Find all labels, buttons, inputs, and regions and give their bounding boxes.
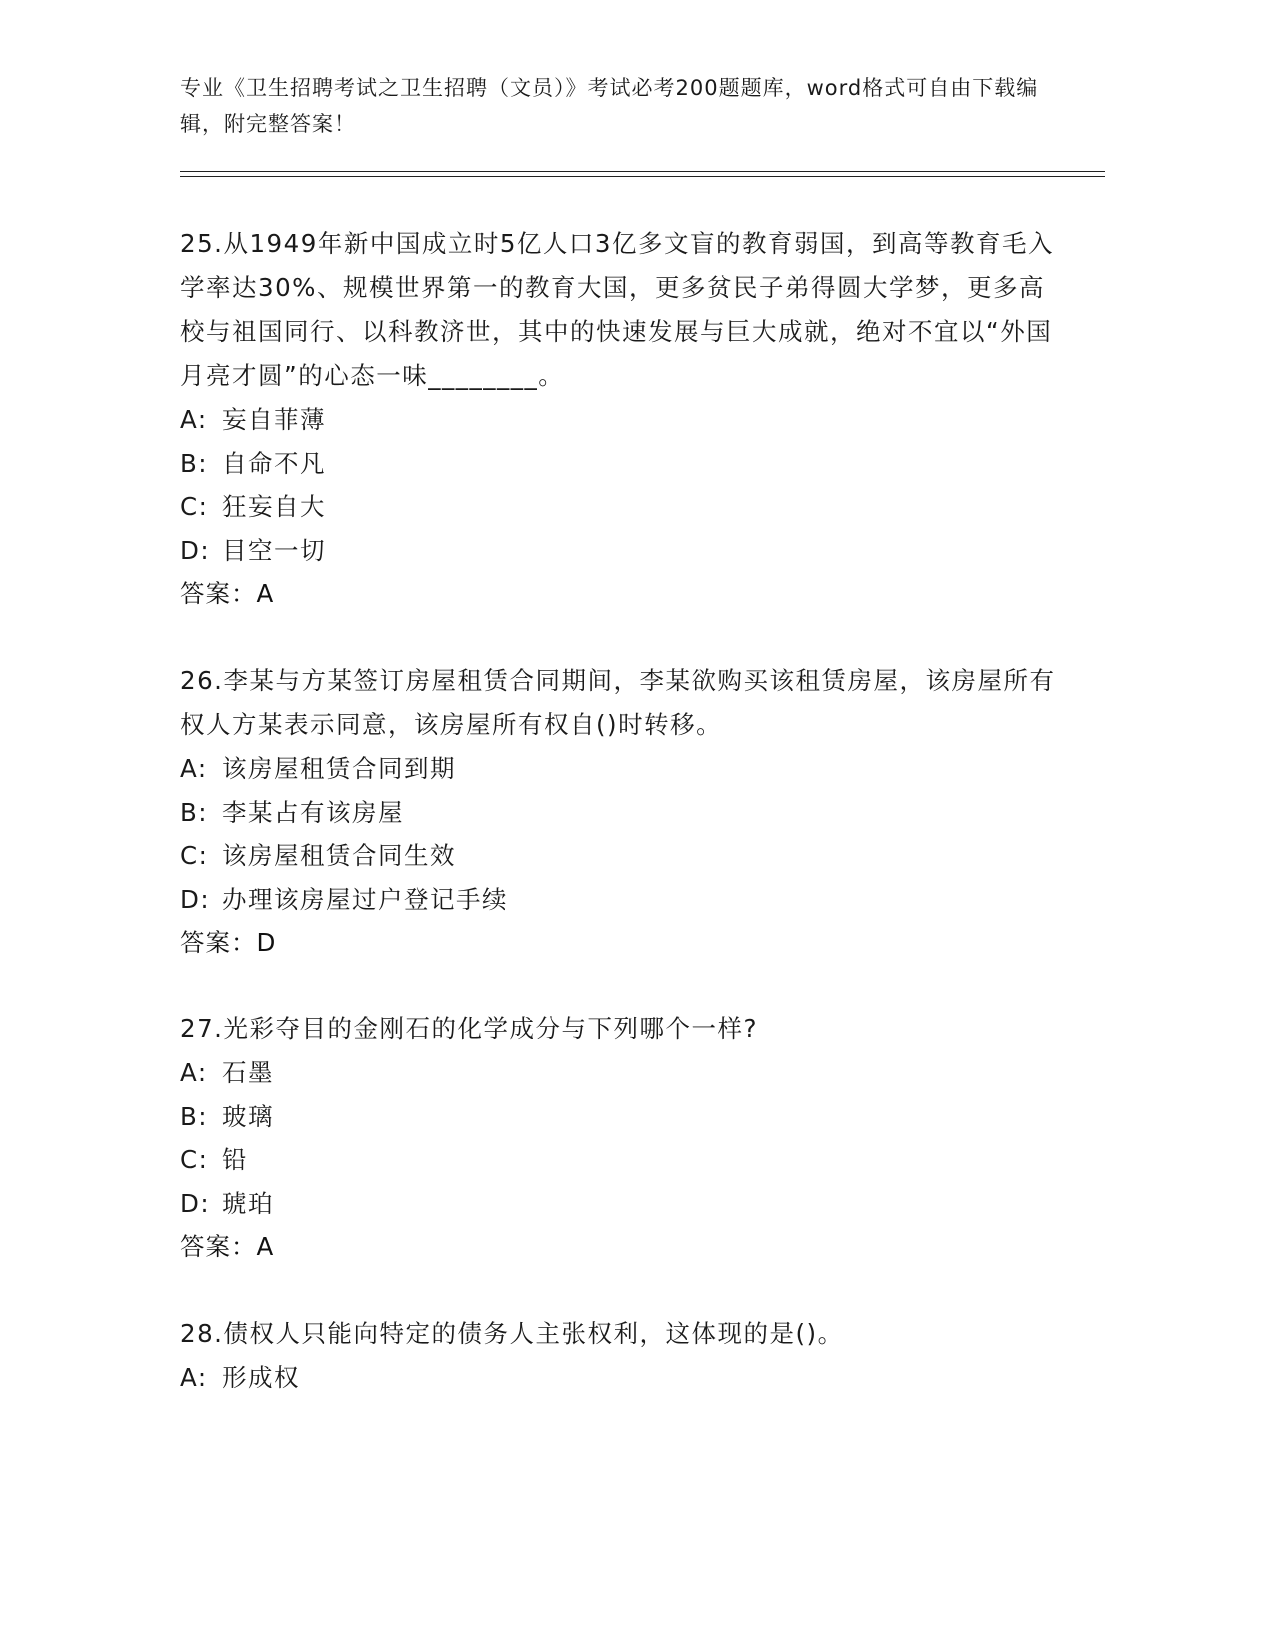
question-stem: 28.债权人只能向特定的债务人主张权利，这体现的是()。 — [180, 1319, 844, 1348]
option-key: C: — [180, 492, 209, 521]
question-stem: 25.从1949年新中国成立时5亿人口3亿多文盲的教育弱国，到高等教育毛入学率达30%、规模世界第一的教育大国，更多贫民子弟得圆大学梦，更多高校与祖国同行、以科教济世，其中的快速发展与巨大成就，绝对不宜以“外国月亮才圆”的心态一味________。 — [180, 229, 1054, 390]
option-text: 李某占有该房屋 — [222, 797, 404, 827]
answer-label: 答案： — [180, 1232, 257, 1261]
option-key: A: — [180, 754, 208, 783]
option-c — [180, 1138, 1060, 1182]
option-key: D: — [180, 884, 211, 914]
option-text: 铅 — [222, 1145, 248, 1174]
option-a — [180, 398, 1060, 442]
option-key: D: — [180, 535, 211, 565]
answer-label: 答案： — [180, 928, 257, 957]
option-key: A: — [180, 1363, 208, 1392]
option-text: 目空一切 — [222, 535, 326, 565]
option-text: 办理该房屋过户登记手续 — [222, 884, 508, 914]
question-28 — [180, 1312, 1060, 1400]
question-stem: 26.李某与方某签订房屋租赁合同期间，李某欲购买该租赁房屋，该房屋所有权人方某表示同意，该房屋所有权自()时转移。 — [180, 666, 1056, 739]
question-26 — [180, 659, 1060, 965]
option-text: 自命不凡 — [222, 448, 326, 478]
answer — [180, 1225, 1060, 1269]
option-text: 妄自菲薄 — [222, 405, 326, 434]
option-key: A: — [180, 405, 208, 434]
option-b — [180, 1095, 1060, 1139]
option-c — [180, 834, 1060, 878]
option-key: B: — [180, 448, 209, 478]
option-key: C: — [180, 1145, 209, 1174]
option-c — [180, 485, 1060, 529]
option-a — [180, 1356, 1060, 1400]
option-a — [180, 747, 1060, 791]
option-d — [180, 529, 1060, 573]
answer-value: D — [256, 928, 277, 957]
option-key: A: — [180, 1058, 208, 1087]
option-text: 玻璃 — [222, 1101, 274, 1131]
option-key: D: — [180, 1188, 211, 1218]
question-25 — [180, 222, 1060, 616]
header-divider-top — [180, 171, 1105, 172]
question-27 — [180, 1007, 1060, 1269]
option-a — [180, 1051, 1060, 1095]
question-stem: 27.光彩夺目的金刚石的化学成分与下列哪个一样? — [180, 1014, 758, 1043]
option-text: 该房屋租赁合同生效 — [222, 841, 456, 870]
option-text: 形成权 — [222, 1363, 300, 1392]
document-header: 专业《卫生招聘考试之卫生招聘（文员）》考试必考200题题库，word格式可自由下载编辑，附完整答案！ — [180, 76, 1039, 136]
option-text: 石墨 — [222, 1058, 274, 1087]
answer — [180, 572, 1060, 616]
option-key: C: — [180, 841, 209, 870]
option-key: B: — [180, 797, 209, 827]
option-d — [180, 1182, 1060, 1226]
answer — [180, 921, 1060, 965]
option-d — [180, 878, 1060, 922]
option-text: 狂妄自大 — [222, 492, 326, 521]
option-b — [180, 442, 1060, 486]
option-text: 该房屋租赁合同到期 — [222, 754, 456, 783]
answer-value: A — [256, 1232, 275, 1261]
option-b — [180, 791, 1060, 835]
option-text: 琥珀 — [222, 1188, 274, 1218]
option-key: B: — [180, 1101, 209, 1131]
header-divider-bottom — [180, 176, 1105, 177]
answer-value: A — [256, 579, 275, 608]
answer-label: 答案： — [180, 579, 257, 608]
